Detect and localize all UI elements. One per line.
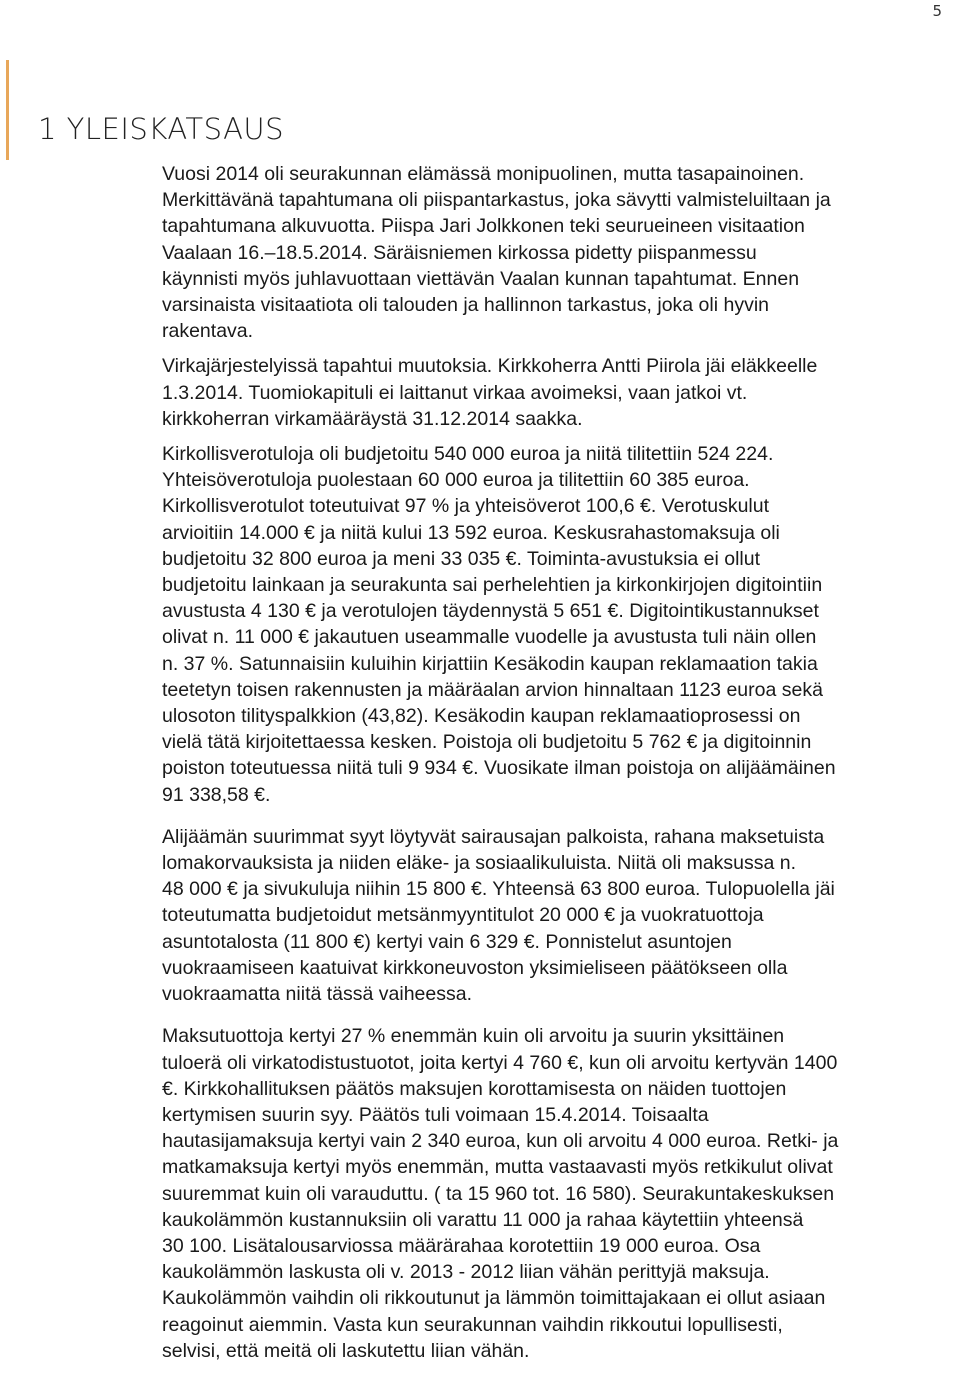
- body-text: [162, 161, 958, 1373]
- heading-accent-bar: [6, 60, 9, 160]
- page-number: 5: [932, 2, 942, 20]
- paragraph-deficit-causes: Alijäämän suurimmat syyt löytyvät sairausajan palkoista, rahana maksetuista lomakorvauksista ja niiden eläke- ja sosiaalikuluista. Niitä oli maksussa n. 48 000 € ja sivukuluja niihin 15 800 €. Yhteensä 63 800 euroa. Tulopuolella jäi toteutumatta budjetoidut metsänmyyntitulot 20 000 € ja vuokratuottoja asuntotalosta (11 800 €) kertyi vain 6 329 €. Ponnistelut asuntojen vuokraamiseen kaatuivat kirkkoneuvoston yksimieliseen päätökseen olla vuokraamatta niitä tässä vaiheessa.: [162, 825, 835, 1006]
- paragraph-staffing: Virkajärjestelyissä tapahtui muutoksia. Kirkkoherra Antti Piirola jäi eläkkeelle 1.3.2014. Tuomiokapituli ei laittanut virkaa avoimeksi, vaan jatkoi vt. kirkkoherran virkamääräystä 31.12.2014 saakka.: [162, 355, 818, 430]
- paragraph-overview: Vuosi 2014 oli seurakunnan elämässä monipuolinen, mutta tasapainoinen. Merkittävänä tapahtumana oli piispantarkastus, joka sävytti valmisteluiltaan ja tapahtumana alkuvuotta. Piispa Jari Jolkkonen teki seurueineen visitaation Vaalaan 16.–18.5.2014. Säräisniemen kirkossa pidetty piispanmessu käynnisti myös juhlavuottaan viettävän Vaalan kunnan tapahtumat. Ennen varsinaista visitaatiota oli talouden ja hallinnon tarkastus, joka oli hyvin rakentava.: [162, 163, 831, 343]
- paragraph-fee-income: Maksutuottoja kertyi 27 % enemmän kuin oli arvoitu ja suurin yksittäinen tuloerä oli virkatodistustuotot, joita kertyi 4 760 €, kun oli arvoitu kertyvän 1400 €. Kirkkohallituksen päätös maksujen korottamisesta on näiden tuottojen kertymisen suurin syy. Päätös tuli voimaan 15.4.2014. Toisaalta hautasijamaksuja kertyi vain 2 340 euroa, kun oli arvoitu 4 000 euroa. Retki- ja matkamaksuja kertyi myös enemmän, mutta vastaavasti myös retkikulut olivat suuremmat kuin oli varauduttu. ( ta 15 960 tot. 16 580). Seurakuntakeskuksen kaukolämmön kustannuksiin oli varattu 11 000 ja rahaa käytettiin yhteensä 30 100. Lisätalousarviossa määrärahaa korotettiin 19 000 euroa. Osa kaukolämmön laskusta oli v. 2013 - 2012 liian vähän perittyjä maksuja. Kaukolämmön vaihdin oli rikkoutunut ja lämmön toimittajakaan ei ollut asiaan reagoinut aiemmin. Vasta kun seurakunnan vaihdin rikkoutui lopullisesti, selvisi, että meitä oli laskutettu liian vähän.: [162, 1025, 839, 1362]
- section-heading: 1 YLEISKATSAUS: [38, 112, 285, 146]
- paragraph-tax-revenue: Kirkollisverotuloja oli budjetoitu 540 000 euroa ja niitä tilitettiin 524 224. Yhteisöverotuloja puolestaan 60 000 euroa ja tilitettiin 60 385 euroa. Kirkollisverotulot toteutuivat 97 % ja yhteisöverot 100,6 €. Verotuskulut arvioitiin 14.000 € ja niitä kului 13 592 euroa. Keskusrahastomaksuja oli budjetoitu 32 800 euroa ja meni 33 035 €. Toiminta-avustuksia ei ollut budjetoitu lainkaan ja seurakunta sai perhelehtien ja kirkonkirjojen digitointiin avustusta 4 130 € ja verotulojen täydennystä 5 651 €. Digitointikustannukset olivat n. 11 000 € jakautuen useammalle vuodelle ja avustusta tuli näin ollen n. 37 %. Satunnaisiin kuluihin kirjattiin Kesäkodin kaupan reklamaation takia teetetyn toisen rakennusten ja määräalan arvion hinnaltaan 1123 euroa sekä ulosoton tilityspalkkion (43,82). Kesäkodin kaupan reklamaatioprosessi on vielä tätä kirjoitettaessa kesken. Poistoja oli budjetoitu 5 762 € ja digitoinnin poiston toteutuessa niitä tuli 9 934 €. Vuosikate ilman poistoja on alijäämäinen 91 338,58 €.: [162, 443, 836, 806]
